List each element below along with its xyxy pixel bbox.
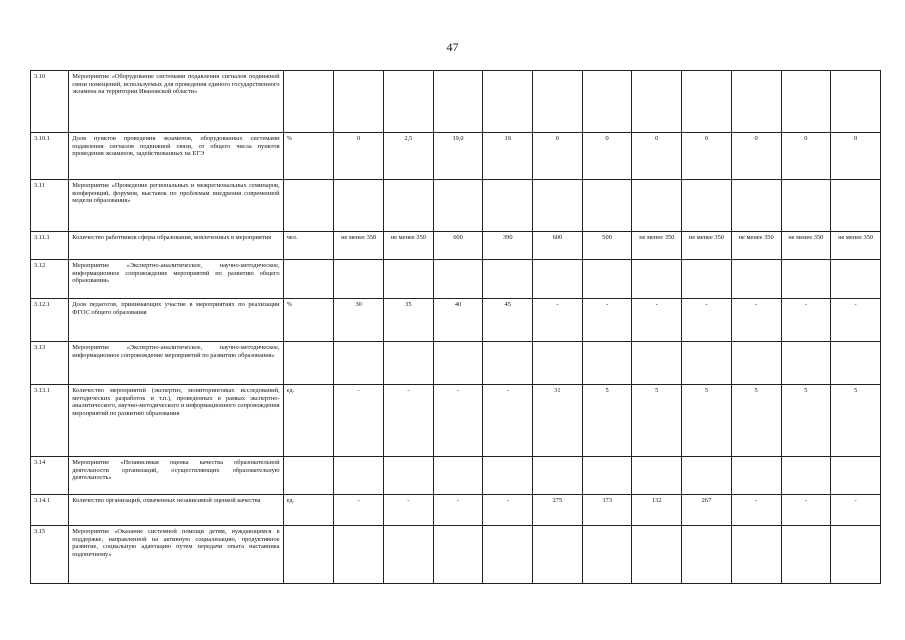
row-value: - (632, 299, 682, 342)
row-value (632, 526, 682, 584)
row-value (582, 342, 632, 385)
row-value: 275 (533, 495, 583, 526)
row-value (731, 180, 781, 232)
row-number: 3.14.1 (31, 495, 69, 526)
row-unit: % (283, 299, 334, 342)
row-value (682, 260, 732, 299)
row-value: - (433, 385, 483, 457)
row-value (533, 260, 583, 299)
row-value: 19,0 (433, 133, 483, 180)
row-number: 3.10.1 (31, 133, 69, 180)
table-row (31, 385, 881, 457)
row-name: Мероприятие «Проведение региональных и межрегиональных семинаров, конференций, форумов, выставок по проблемам внедрения современной модели образования» (69, 180, 283, 232)
row-value: - (731, 299, 781, 342)
row-value: не менее 350 (632, 232, 682, 260)
row-value: 132 (632, 495, 682, 526)
row-value (582, 526, 632, 584)
table-row (31, 260, 881, 299)
row-value (433, 526, 483, 584)
row-value (582, 457, 632, 495)
row-value (781, 526, 831, 584)
row-value: - (582, 299, 632, 342)
row-value (533, 526, 583, 584)
row-number: 3.11 (31, 180, 69, 232)
row-value: 5 (731, 385, 781, 457)
row-value (632, 457, 682, 495)
row-number: 3.14 (31, 457, 69, 495)
row-value (533, 457, 583, 495)
row-value: 0 (632, 133, 682, 180)
row-value (682, 526, 732, 584)
row-value (682, 180, 732, 232)
row-name: Доля педагогов, принимающих участие в мероприятиях по реализации ФГОС общего образования (69, 299, 283, 342)
row-value (731, 526, 781, 584)
row-value: 600 (533, 232, 583, 260)
row-value (632, 71, 682, 133)
row-value (781, 457, 831, 495)
row-unit: ед. (283, 495, 334, 526)
row-value (781, 180, 831, 232)
row-value: не менее 350 (682, 232, 732, 260)
row-value (632, 180, 682, 232)
page-number: 47 (446, 40, 459, 54)
row-value (731, 457, 781, 495)
row-value (731, 71, 781, 133)
row-value (483, 342, 533, 385)
row-value (483, 260, 533, 299)
table-row (31, 133, 881, 180)
table-row (31, 526, 881, 584)
row-number: 3.10 (31, 71, 69, 133)
row-value: 40 (433, 299, 483, 342)
row-value: 373 (582, 495, 632, 526)
row-value: 30 (334, 299, 384, 342)
table-row (31, 457, 881, 495)
row-value (781, 71, 831, 133)
row-unit (283, 457, 334, 495)
table-row (31, 71, 881, 133)
row-value (433, 342, 483, 385)
row-number: 3.13 (31, 342, 69, 385)
row-value: 31 (533, 385, 583, 457)
row-value: 0 (533, 133, 583, 180)
row-value (334, 260, 384, 299)
row-unit (283, 180, 334, 232)
row-value: 0 (731, 133, 781, 180)
row-value (483, 71, 533, 133)
row-value: 5 (682, 385, 732, 457)
row-unit (283, 342, 334, 385)
row-unit: чел. (283, 232, 334, 260)
row-value: 0 (682, 133, 732, 180)
row-value: 500 (582, 232, 632, 260)
row-value: не менее 350 (384, 232, 434, 260)
row-value: не менее 350 (334, 232, 384, 260)
row-value: - (533, 299, 583, 342)
row-value: 0 (334, 133, 384, 180)
row-value (731, 260, 781, 299)
row-value: - (682, 299, 732, 342)
row-value: не менее 350 (781, 232, 831, 260)
row-value (384, 180, 434, 232)
row-value: не менее 350 (831, 232, 881, 260)
row-value: 5 (831, 385, 881, 457)
row-value: - (781, 299, 831, 342)
table-row (31, 299, 881, 342)
row-value: 2,5 (384, 133, 434, 180)
row-value: 267 (682, 495, 732, 526)
row-value: 19 (483, 133, 533, 180)
row-value (582, 180, 632, 232)
row-name: Мероприятие «Оборудование системами подавления сигналов подвижной связи помещений, используемых для проведения единого государственного экзамена на территории Ивановской области» (69, 71, 283, 133)
row-value (682, 457, 732, 495)
row-value (334, 71, 384, 133)
row-value: - (334, 385, 384, 457)
row-name: Доля пунктов проведения экзаменов, оборудованных системами подавления сигналов подвижной связи, от общего числа пунктов проведения экзаменов, задействованных на ЕГЭ (69, 133, 283, 180)
row-value: - (731, 495, 781, 526)
row-value: 0 (781, 133, 831, 180)
table-row (31, 180, 881, 232)
row-value (334, 342, 384, 385)
row-value (334, 526, 384, 584)
row-value (682, 71, 732, 133)
row-value: 0 (582, 133, 632, 180)
row-name: Мероприятие «Экспертно-аналитическое, научно-методическое, информационное сопровождение мероприятий по развитию образования» (69, 342, 283, 385)
row-number: 3.12 (31, 260, 69, 299)
row-value (384, 260, 434, 299)
row-value (483, 526, 533, 584)
row-value: 5 (582, 385, 632, 457)
row-value (384, 457, 434, 495)
row-value (781, 342, 831, 385)
row-value: - (334, 495, 384, 526)
row-value (831, 260, 881, 299)
row-value (433, 71, 483, 133)
row-value: 0 (831, 133, 881, 180)
row-value (533, 180, 583, 232)
row-value (831, 71, 881, 133)
row-number: 3.13.1 (31, 385, 69, 457)
row-value: 45 (483, 299, 533, 342)
row-value (831, 180, 881, 232)
row-value (632, 260, 682, 299)
row-value: 35 (384, 299, 434, 342)
row-value: - (433, 495, 483, 526)
row-number: 3.11.1 (31, 232, 69, 260)
row-value (831, 526, 881, 584)
row-value: 5 (781, 385, 831, 457)
row-unit: ед. (283, 385, 334, 457)
row-value (533, 342, 583, 385)
row-name: Мероприятие «Оказание системной помощи детям, нуждающимся в поддержке, направленной на активную социализацию, продуктивное развитие, социальную адаптацию путем передачи опыта наставника подопечному» (69, 526, 283, 584)
indicator-table (30, 70, 881, 584)
row-unit: % (283, 133, 334, 180)
row-value: не менее 350 (731, 232, 781, 260)
row-value (831, 342, 881, 385)
row-value (433, 180, 483, 232)
row-name: Количество мероприятий (экспертиз, мониторинговых исследований, методических разработок и т.п.), проведенных в рамках экспертно-аналитического, научно-методического и информационного сопровождения мероприятий по развитию образования (69, 385, 283, 457)
row-value: - (781, 495, 831, 526)
row-value: - (831, 299, 881, 342)
row-value (384, 526, 434, 584)
row-value (781, 260, 831, 299)
row-unit (283, 260, 334, 299)
row-value: - (384, 385, 434, 457)
table-row (31, 342, 881, 385)
row-value: - (483, 495, 533, 526)
row-value (483, 457, 533, 495)
table-row (31, 232, 881, 260)
row-value (483, 180, 533, 232)
row-number: 3.15 (31, 526, 69, 584)
row-value (433, 260, 483, 299)
row-value (731, 342, 781, 385)
row-value (582, 260, 632, 299)
table-row (31, 495, 881, 526)
row-value: - (384, 495, 434, 526)
row-value (384, 71, 434, 133)
row-name: Мероприятие «Независимая оценка качества образовательной деятельности организаций, осуществляющих образовательную деятельность» (69, 457, 283, 495)
row-value: 600 (433, 232, 483, 260)
row-value: - (483, 385, 533, 457)
row-name: Количество организаций, охваченных независимой оценкой качества (69, 495, 283, 526)
row-value: - (831, 495, 881, 526)
row-name: Количество работников сферы образования, вовлеченных в мероприятия (69, 232, 283, 260)
row-value (334, 180, 384, 232)
row-name: Мероприятие «Экспертно-аналитическое, научно-методическое, информационное сопровождение мероприятий по развитию общего образования» (69, 260, 283, 299)
row-value (433, 457, 483, 495)
row-value (582, 71, 632, 133)
row-value: 390 (483, 232, 533, 260)
row-value (682, 342, 732, 385)
row-value (334, 457, 384, 495)
row-value (384, 342, 434, 385)
row-value (831, 457, 881, 495)
row-unit (283, 526, 334, 584)
row-value (632, 342, 682, 385)
row-value: 5 (632, 385, 682, 457)
row-number: 3.12.1 (31, 299, 69, 342)
row-value (533, 71, 583, 133)
row-unit (283, 71, 334, 133)
